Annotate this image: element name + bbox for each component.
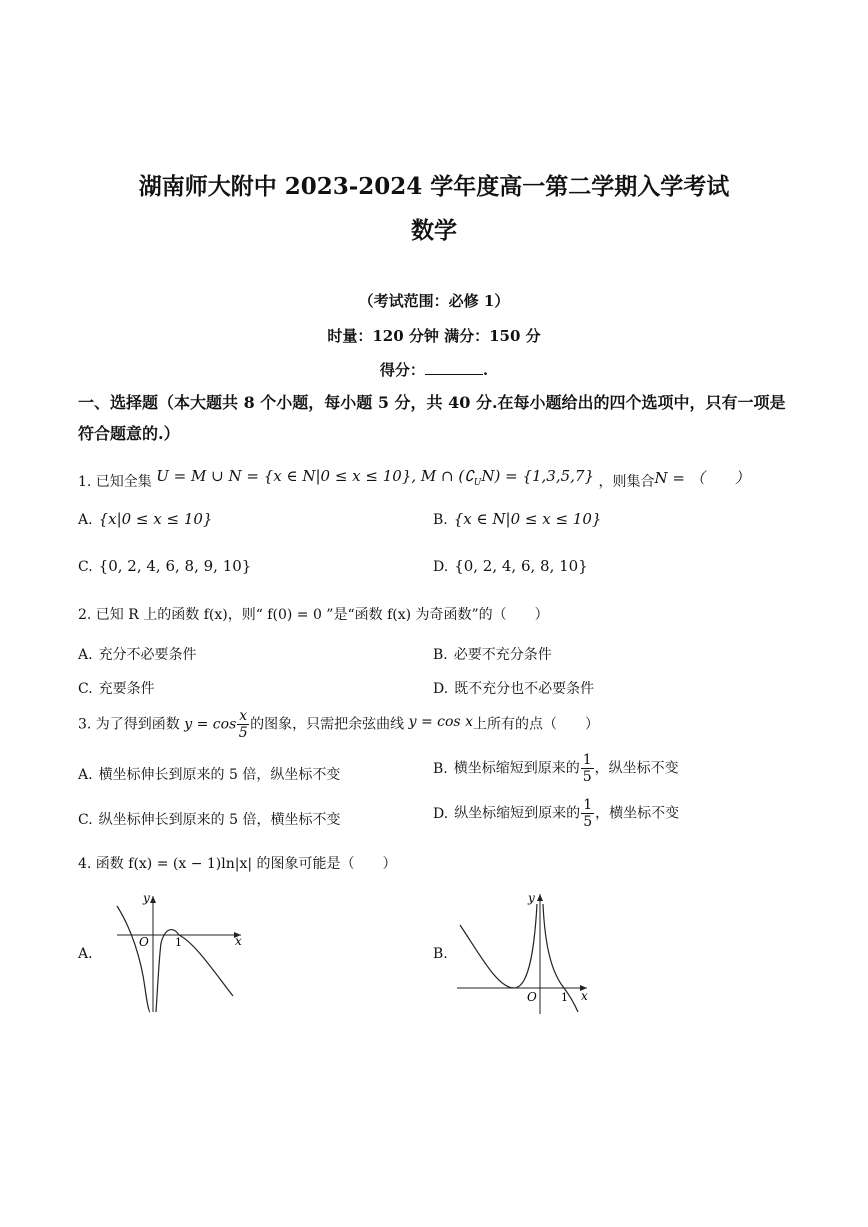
q1-option-b <box>433 510 601 528</box>
q2-option-b-text: 必要不充分条件 <box>453 647 552 663</box>
question-4-stem: 4. 函数 f(x) = (x − 1)ln|x| 的图象可能是（ ） <box>78 856 397 872</box>
q1-option-c <box>78 557 251 575</box>
q3-option-b-fraction <box>581 752 594 785</box>
q2-option-a <box>78 644 197 664</box>
q3-y-cos: y = cos <box>184 716 237 733</box>
graph-a-y-label: y <box>143 891 150 905</box>
q3-fraction-den: 5 <box>238 725 248 741</box>
q3-option-c-label: C. <box>78 812 93 828</box>
question-3-stem <box>78 708 599 741</box>
graph-a-right-branch <box>156 930 233 1012</box>
q3-option-a <box>78 764 340 784</box>
graph-a-left-branch <box>117 906 150 1012</box>
q4-graph-b <box>452 888 602 1018</box>
q4-option-b-label: B. <box>433 946 448 962</box>
q2-option-a-text: 充分不必要条件 <box>98 647 197 663</box>
q3-option-a-label: A. <box>78 767 93 783</box>
q3-option-d-label: D. <box>433 805 449 822</box>
graph-b-one: 1 <box>561 991 568 1004</box>
q3-option-c <box>78 809 340 829</box>
graph-a-one: 1 <box>175 936 182 949</box>
graph-a-origin: O <box>139 935 149 949</box>
q3-option-b-text-a: 横坐标缩短到原来的 <box>453 760 580 777</box>
q3-fraction-num: x <box>239 708 248 724</box>
q2-option-c-text: 充要条件 <box>98 681 155 697</box>
q2-option-d-text: 既不充分也不必要条件 <box>454 681 595 697</box>
q3-option-b <box>433 752 679 785</box>
q3-option-a-text: 横坐标伸长到原来的 5 倍，纵坐标不变 <box>98 767 341 783</box>
exam-scope: （考试范围：必修 1） <box>358 292 510 310</box>
q2-option-b-label: B. <box>433 647 448 663</box>
q1-option-c-text: {0, 2, 4, 6, 8, 9, 10} <box>98 557 252 575</box>
q1-stem-b: ，则集合 <box>598 474 655 490</box>
question-1-stem <box>78 467 750 493</box>
q1-option-a-text: {x|0 ≤ x ≤ 10} <box>98 510 213 528</box>
graph-b-y-arrow <box>537 894 543 901</box>
q2-option-a-label: A. <box>78 647 93 663</box>
q3-stem-a: 3. 为了得到函数 <box>78 716 180 733</box>
graph-a-x-label: x <box>235 934 242 948</box>
q3-fraction <box>237 708 249 741</box>
graph-b-left-branch <box>460 904 537 988</box>
q1-option-d-label: D. <box>433 559 449 575</box>
q2-option-c-label: C. <box>78 681 93 697</box>
graph-b-y-label: y <box>528 891 535 905</box>
q3-option-b-text-b: ，纵坐标不变 <box>594 760 679 777</box>
exam-subject: 数学 <box>411 217 457 244</box>
q2-option-d-label: D. <box>433 681 449 697</box>
q3-option-d-fraction <box>581 797 594 830</box>
graph-a-y-arrow <box>150 896 156 903</box>
q3-option-b-den: 5 <box>582 769 592 785</box>
q1-option-c-label: C. <box>78 559 93 575</box>
exam-time-score: 时量：120 分钟 满分：150 分 <box>327 327 541 345</box>
q1-expr: U = M ∪ N = {x ∈ N|0 ≤ x ≤ 10}, M ∩ (∁ <box>156 467 474 485</box>
q3-option-d-num: 1 <box>583 797 593 813</box>
q3-stem-b: 的图象，只需把余弦曲线 <box>250 716 405 733</box>
q2-option-d <box>433 678 594 698</box>
graph-b-origin: O <box>527 990 537 1004</box>
q1-sub: U <box>473 478 482 488</box>
q1-option-a-label: A. <box>78 512 93 528</box>
graph-b-x-label: x <box>581 989 588 1003</box>
q1-option-a <box>78 510 212 528</box>
q3-option-d-text-b: ，横坐标不变 <box>595 805 680 822</box>
q2-option-b <box>433 644 552 664</box>
score-end: . <box>482 361 489 379</box>
q1-option-d-text: {0, 2, 4, 6, 8, 10} <box>454 557 588 575</box>
q3-option-d-text-a: 纵坐标缩短到原来的 <box>454 805 581 822</box>
q1-option-b-text: {x ∈ N|0 ≤ x ≤ 10} <box>453 510 602 528</box>
q3-option-d-den: 5 <box>583 814 593 830</box>
q3-option-c-text: 纵坐标伸长到原来的 5 倍，横坐标不变 <box>98 812 341 828</box>
q1-option-d <box>433 557 588 575</box>
q3-option-b-num: 1 <box>582 752 592 768</box>
exam-title: 湖南师大附中 2023-2024 学年度高一第二学期入学考试 <box>138 173 730 200</box>
score-label: 得分： <box>379 361 425 379</box>
section-heading: 一、选择题（本大题共 8 个小题，每小题 5 分，共 40 分.在每小题给出的四个选项中，只有一项是符合题意的.） <box>78 393 786 443</box>
q1-option-b-label: B. <box>433 512 448 528</box>
q4-option-a-label: A. <box>78 946 93 962</box>
q2-option-c <box>78 678 155 698</box>
q1-expr2: N) = {1,3,5,7} <box>481 467 595 485</box>
score-blank <box>425 360 483 375</box>
q1-tail: N = （ ） <box>654 469 750 487</box>
question-2-stem: 2. 已知 R 上的函数 f(x)，则“ f(0) = 0 ”是“函数 f(x) 为奇函数”的（ ） <box>78 607 549 623</box>
q3-option-b-label: B. <box>433 760 448 777</box>
score-line <box>0 359 868 380</box>
q3-curve: y = cos x <box>408 713 473 730</box>
q3-option-d <box>433 797 679 830</box>
q1-stem-a: 1. 已知全集 <box>78 474 152 490</box>
q1-expression <box>156 467 595 488</box>
q3-stem-c: 上所有的点（ ） <box>472 716 599 733</box>
q4-graph-a <box>105 888 255 1018</box>
